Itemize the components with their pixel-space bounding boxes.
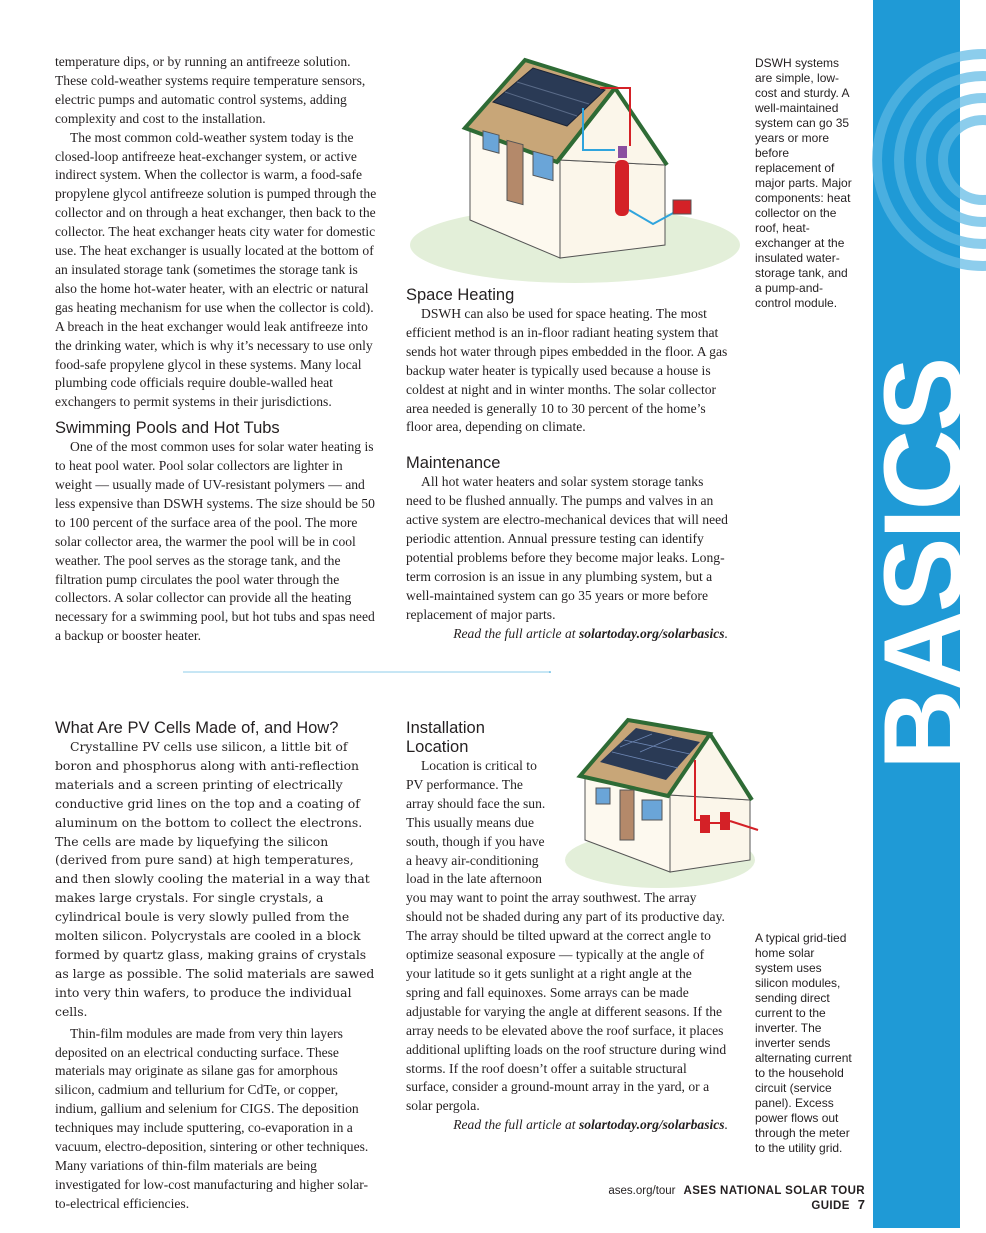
article-link[interactable]: solartoday.org/solarbasics (578, 625, 725, 641)
paragraph: Crystalline PV cells use silicon, a little bit of boron and phosphorus along with anti-reflection materials and a screen printing of electrically conductive grid lines on the top and a coating of aluminum on the bottom to collect the electrons. The cells are made by liquefying the silicon (derived from pure sand) at high temperatures, and then slowly cooling the material in a way that makes large crystals. For single crystals, a cylindrical boule is very slowly pulled from the molten silicon. Polycrystals are cooled in a block formed by quartz glass, making grains of crystals as large as possible. The solid materials are sawed into very thin wafers, to produce the individual cells. (55, 739, 375, 1019)
page-footer (560, 1185, 865, 1212)
paragraph: All hot water heaters and solar system storage tanks need to be flushed annually. The pumps and valves in an active system are electro-mechanical devices that will need periodic attention. Annual pressure testing can identify potential problems before they become major leaks. Long-term corrosion is an issue in any plumbing system, but a well-maintained system can go 35 years or more before replacement of major parts. (406, 474, 728, 622)
paragraph: Location is critical to PV performance. The array should face the sun. This usually means due south, though if you have a heavy air-conditioning load in the late afternoon you may want to point the array southwest. The array should not be shaded during any part of its productive day. The array should be tilted upward at the correct angle to optimize seasonal exposure — typically at the angle of your latitude so it gets sunlight at a right angle at the spring and fall equinoxes. Some arrays can be made adjustable for varying the angle at different seasons. If the array needs to be elevated above the roof surface, it places additional uplifting loads on the roof structure during wind storms. If the roof doesn’t offer a suitable structural surface, consider a ground-mount array in the yard, or a solar pergola. (406, 758, 727, 1114)
section-heading-installation: Installation Location (406, 719, 485, 756)
paragraph: One of the most common uses for solar water heating is to heat pool water. Pool solar collectors are lighter in weight — usually made of UV-resistant polymers — and less expensive than DSWH systems. The size should be 50 to 100 percent of the surface area of the pool. The more solar collector area, the warmer the pool will be in cool weather. The pool serves as the storage tank, and the filtration pump circulates the pool water through the collectors. A solar collector can provide all the heating necessary for a swimming pool, but hot tubs and spas need a backup or booster heater. (55, 439, 375, 644)
caption-pv: A typical grid-tied home solar system uses silicon modules, sending direct current to the inverter. The inverter sends alternating current to the household circuit (service panel). Excess power flows out through the meter to the utility grid. (755, 931, 852, 1155)
paragraph: Thin-film modules are made from very thin layers deposited on an electrical conducting surface. These materials may originate as silane gas for amorphous silicon, cadmium and tellurium for CdTe, or copper, indium, gallium and selenium for CIGS. The deposition techniques may include sputtering, co-evaporation in a vacuum, electro-deposition, sintering or other techniques. Many variations of thin-film materials are being investigated for low-cost manufacturing and higher solar-to-electrical efficiencies. (55, 1025, 369, 1211)
solar-water-heater-illustration (405, 40, 745, 285)
illustration-space (546, 719, 728, 889)
read-more-line: Read the full article at solartoday.org/solarbasics. (453, 1117, 728, 1133)
paragraph: DSWH can also be used for space heating. The most efficient method is an in-floor radiant heating system that sends hot water through pipes embedded in the floor. A gas backup water heater is typically used because a house is coldest at night and in winter months. The solar collector area needed is generally 10 to 30 percent of the home’s floor area, depending on climate. (406, 306, 728, 435)
read-more-line: Read the full article at solartoday.org/solarbasics. (453, 625, 728, 641)
section-heading-maintenance: Maintenance (406, 454, 501, 473)
right-bottom-column (406, 719, 728, 1135)
section-heading-space-heating: Space Heating (406, 286, 515, 304)
section-heading-pv-cells: What Are PV Cells Made of, and How? (55, 719, 339, 737)
left-top-column (55, 53, 377, 646)
paragraph: temperature dips, or by running an antifreeze solution. These cold-weather systems require temperature sensors, electric pumps and automatic control systems, adding complexity and cost to the installation. (55, 54, 366, 126)
right-top-column (406, 286, 728, 644)
footer-guide-title: ASES NATIONAL SOLAR TOUR GUIDE (683, 1185, 865, 1212)
section-divider (0, 671, 735, 673)
paragraph: The most common cold-weather system today is the closed-loop antifreeze heat-exchanger system, or active indirect system. When the collector is warm, a food-safe propylene glycol antifreeze solution is pumped through the collector and on through a heat exchanger, then back to the collector. The heat exchanger heats city water for domestic use. The heat exchanger is usually located at the bottom of an insulated storage tank (sometimes the storage tank is also the home hot-water heater, with an electric or natural gas heating mechanism for use when the collector is cold). A breach in the heat exchanger would leak antifreeze into the drinking water, which is why it’s necessary to use only food-safe propylene glycol in these systems. Many local plumbing code officials require double-walled heat exchangers to permit systems in their jurisdictions. (55, 129, 377, 410)
caption-dswh: DSWH systems are simple, low-cost and sturdy. A well-maintained system can go 35 years or more before replacement of major parts. Major components: heat collector on the roof, heat-exchanger at the insulated water-storage tank, and a pump-and-control module. (755, 56, 852, 310)
page-number: 7 (857, 1197, 865, 1212)
footer-url[interactable]: ases.org/tour (608, 1185, 676, 1197)
left-bottom-column (55, 719, 377, 1214)
sidebar-title: BASICS (861, 358, 986, 770)
article-link[interactable]: solartoday.org/solarbasics (578, 1117, 725, 1133)
section-heading-pools: Swimming Pools and Hot Tubs (55, 419, 280, 438)
